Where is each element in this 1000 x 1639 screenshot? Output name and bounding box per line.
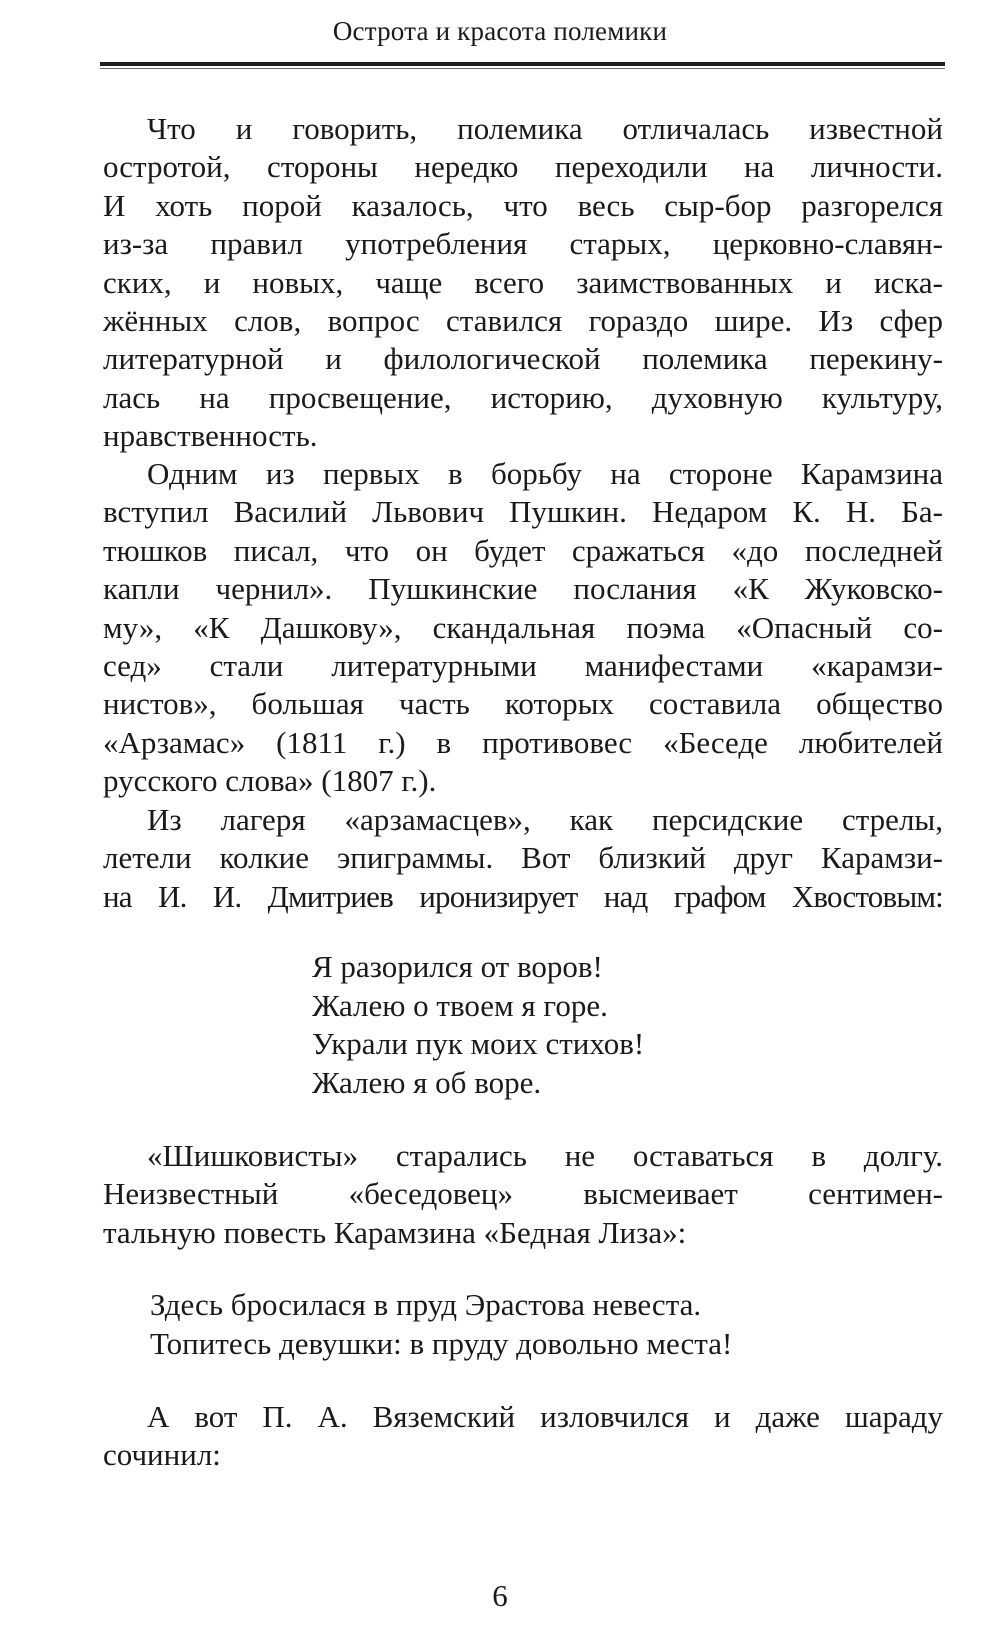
text-line: А вот П. А. Вяземский изловчился и даже шараду: [147, 1399, 943, 1434]
text-line: капли чернил». Пушкинские послания «К Жуковско-: [103, 571, 943, 607]
text-line: нистов», большая часть которых составила общество: [103, 686, 943, 722]
page-number: 6: [492, 1578, 508, 1613]
text-line: ских, и новых, чаще всего заимствованных и иска-: [103, 264, 943, 300]
text-line: Одним из первых в борьбу на стороне Карамзина: [147, 456, 943, 491]
text-line: остротой, стороны нередко переходили на личности.: [103, 149, 943, 185]
text-line: на И. И. Дмитриев иронизирует над графом Хвостовым:: [103, 878, 943, 914]
paragraph-1: [103, 110, 943, 456]
text-line: лась на просвещение, историю, духовную культуру,: [103, 379, 943, 415]
verse-line: Топитесь девушки: в пруду довольно места!: [150, 1325, 733, 1361]
verse-line: Жалею я об воре.: [312, 1064, 542, 1100]
running-header: Острота и красота полемики: [332, 16, 668, 46]
verse-line: Здесь бросилася в пруд Эрастова невеста.: [150, 1287, 702, 1322]
verse-line: Жалею о твоем я горе.: [312, 987, 608, 1023]
text-line: Что и говорить, полемика отличалась известной: [147, 111, 943, 146]
paragraph-2: [103, 455, 943, 801]
paragraph-5: [103, 1398, 943, 1475]
text-line: Неизвестный «беседовец» высмеивает сентимен-: [103, 1176, 943, 1212]
text-line: Из лагеря «арзамасцев», как персидские стрелы,: [147, 802, 943, 837]
text-line: русского слова» (1807 г.).: [103, 763, 437, 799]
text-line: из-за правил употребления старых, церковно-славян-: [103, 226, 943, 262]
text-line: му», «К Дашкову», скандальная поэма «Опасный со-: [103, 609, 943, 645]
text-line: И хоть порой казалось, что весь сыр-бор разгорелся: [103, 187, 943, 223]
text-line: сочинил:: [103, 1437, 221, 1473]
epigram-2: [150, 1286, 732, 1363]
text-line: литературной и филологической полемика перекину-: [103, 341, 943, 377]
text-line: «Арзамас» (1811 г.) в противовес «Беседе любителей: [103, 724, 943, 760]
epigram-1: [312, 948, 644, 1102]
paragraph-3: [103, 801, 943, 916]
text-line: нравственность.: [103, 418, 318, 454]
text-line: летели колкие эпиграммы. Вот близкий друг Карамзи-: [103, 840, 943, 876]
paragraph-4: [103, 1137, 943, 1252]
text-line: жённых слов, вопрос ставился гораздо шире. Из сфер: [103, 302, 943, 338]
text-line: тюшков писал, что он будет сражаться «до последней: [103, 532, 943, 568]
text-line: тальную повесть Карамзина «Бедная Лиза»:: [103, 1214, 687, 1250]
text-line: «Шишковисты» старались не оставаться в долгу.: [147, 1138, 943, 1173]
verse-line: Я разорился от воров!: [312, 949, 603, 984]
header-rule: [100, 62, 945, 66]
text-line: сед» стали литературными манифестами «карамзи-: [103, 647, 943, 683]
verse-line: Украли пук моих стихов!: [312, 1026, 645, 1061]
text-line: вступил Василий Львович Пушкин. Недаром К. Н. Ба-: [103, 494, 943, 530]
header-rule-thin: [100, 68, 945, 69]
